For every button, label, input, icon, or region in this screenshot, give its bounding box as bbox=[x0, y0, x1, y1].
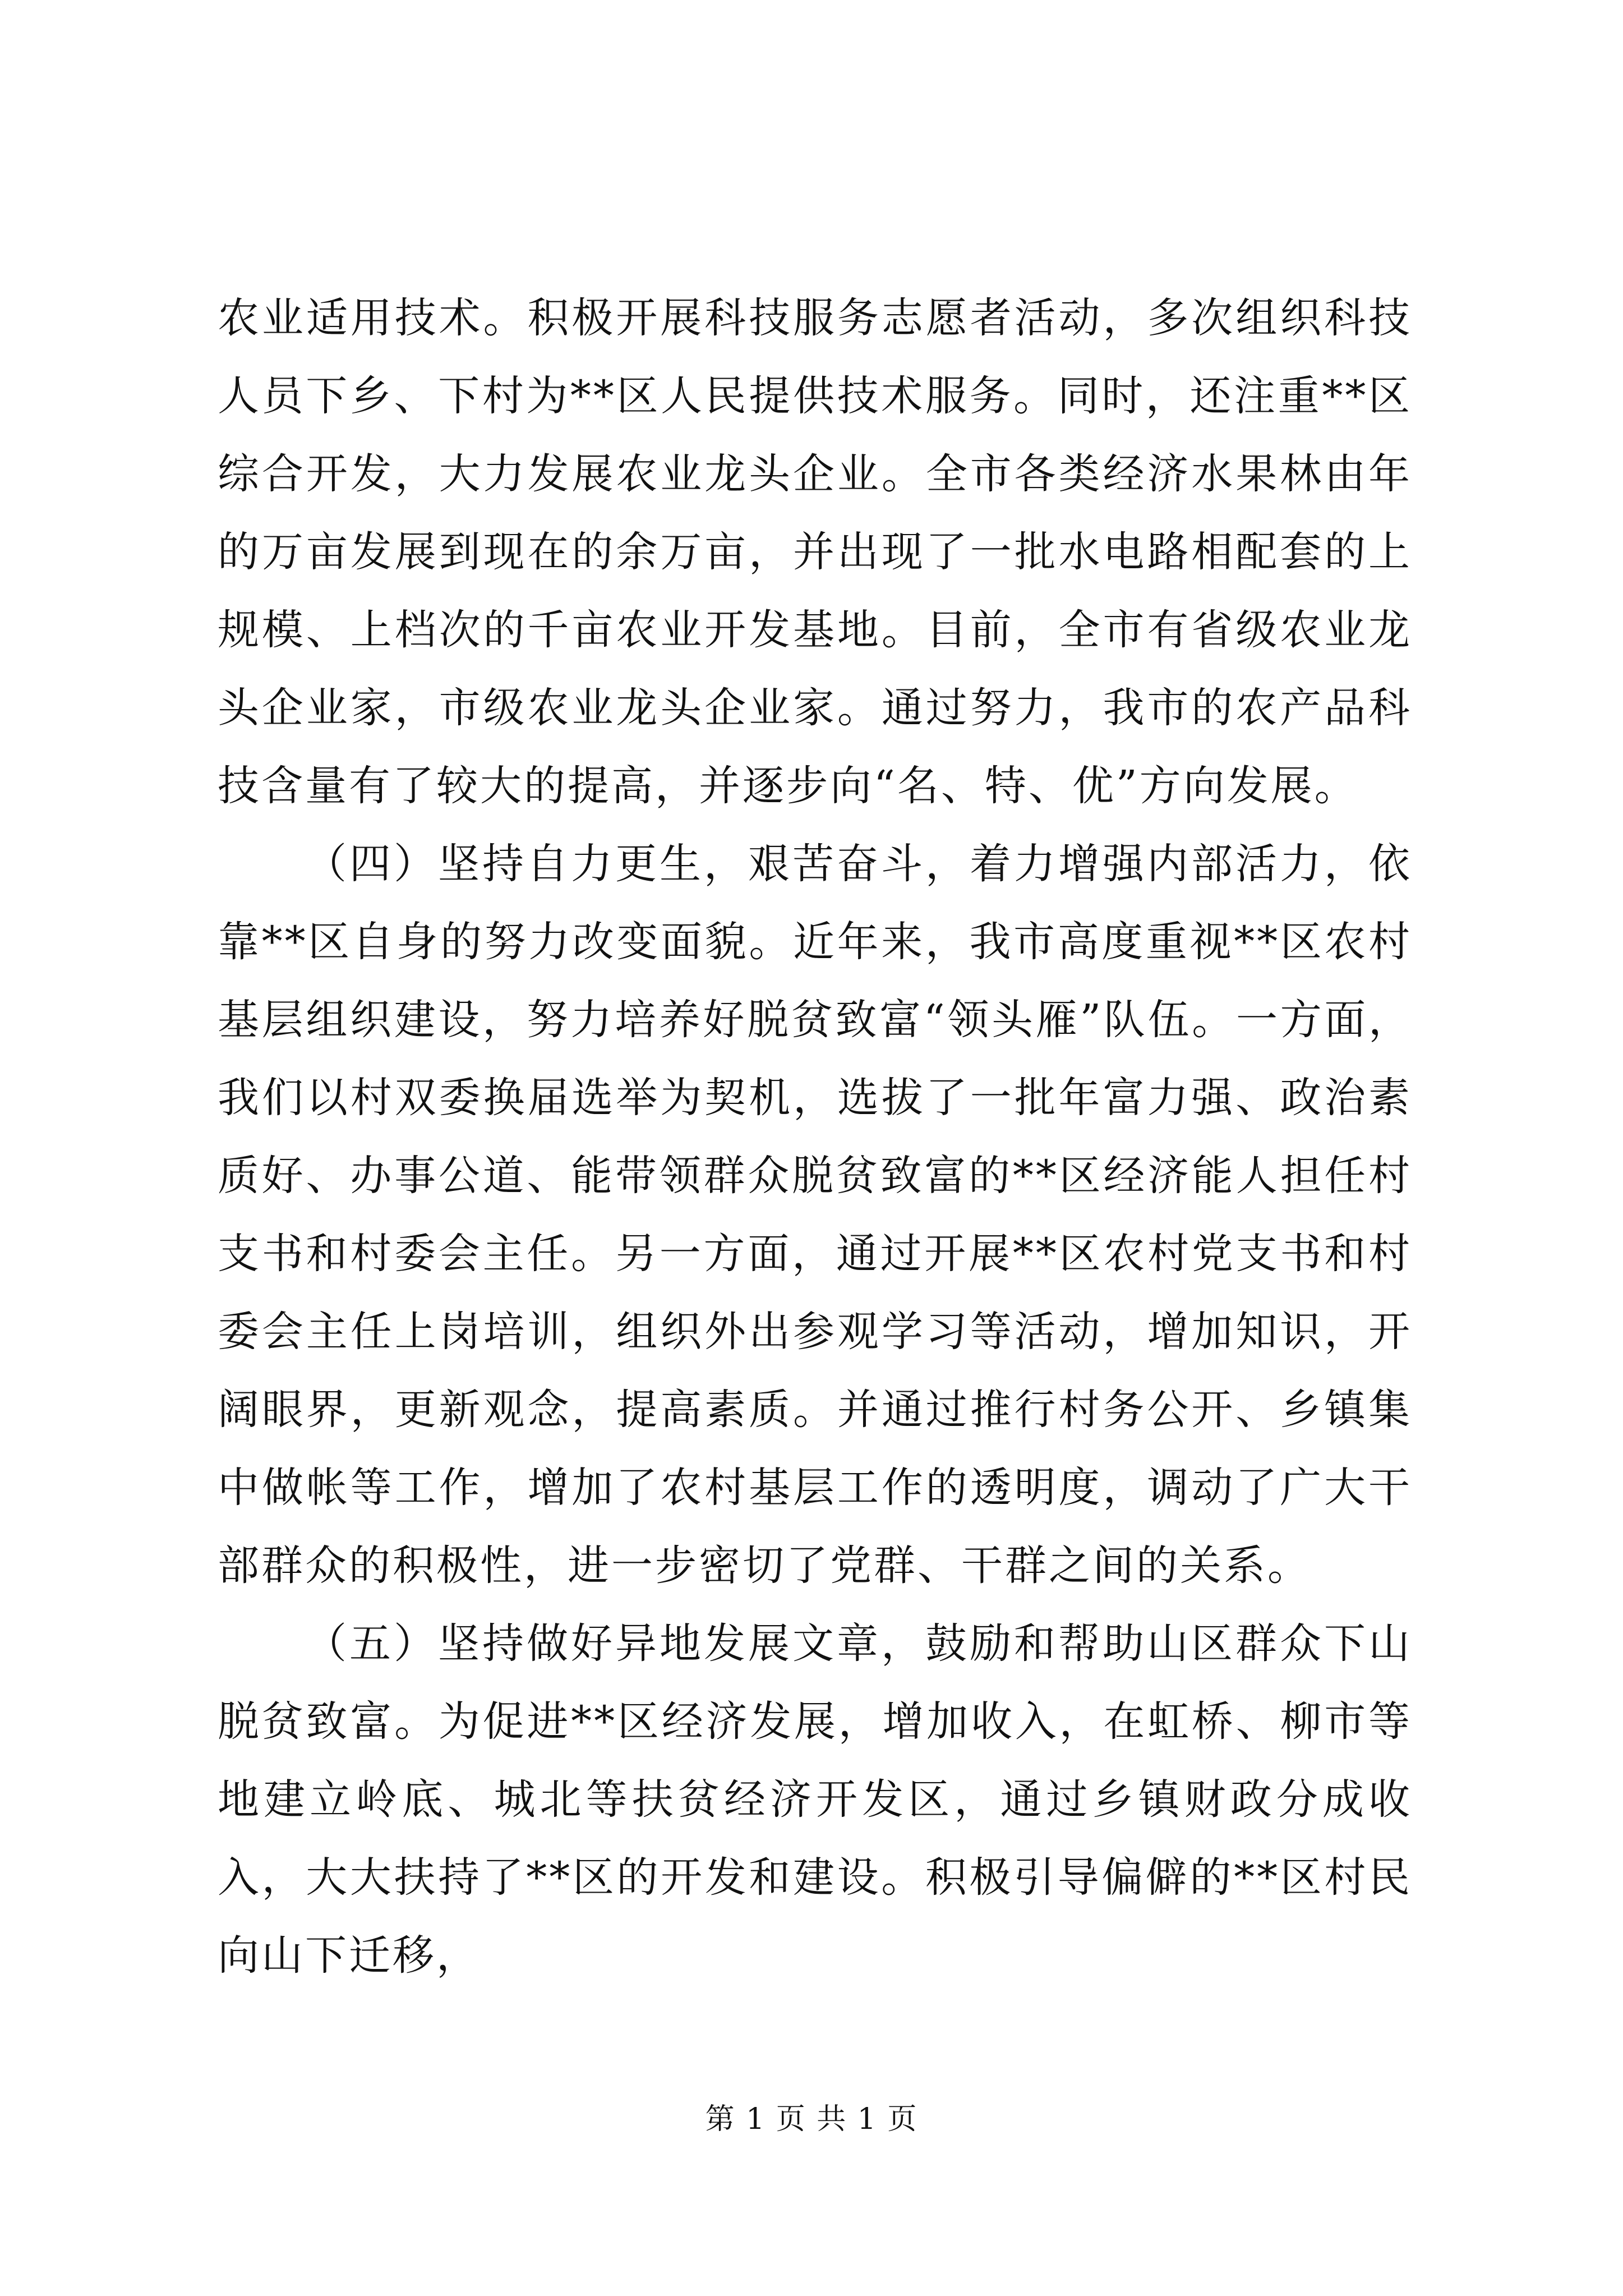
paragraph-section-four: （四）坚持自力更生，艰苦奋斗，着力增强内部活力，依靠**区自身的努力改变面貌。近年来，我市高度重视**区农村基层组织建设，努力培养好脱贫致富“领头雁”队伍。一方面，我们以村双委换届选举为契机，选拔了一批年富力强、政治素质好、办事公道、能带领群众脱贫致富的**区经济能人担任村支书和村委会主任。另一方面，通过开展**区农村党支书和村委会主任上岗培训，组织外出参观学习等活动，增加知识，开阔眼界，更新观念，提高素质。并通过推行村务公开、乡镇集中做帐等工作，增加了农村基层工作的透明度，调动了广大干部群众的积极性，进一步密切了党群、干群之间的关系。 bbox=[218, 840, 1412, 1590]
paragraph-section-five: （五）坚持做好异地发展文章，鼓励和帮助山区群众下山脱贫致富。为促进**区经济发展，增加收入，在虹桥、柳市等地建立岭底、城北等扶贫经济开发区，通过乡镇财政分成收入，大大扶持了**区的开发和建设。积极引导偏僻的**区村民向山下迁移， bbox=[218, 1619, 1412, 1980]
body-text bbox=[218, 279, 1412, 1995]
page-footer: 第 1 页 共 1 页 bbox=[705, 2102, 918, 2136]
paragraph-continuation: 农业适用技术。积极开展科技服务志愿者活动，多次组织科技人员下乡、下村为**区人民提供技术服务。同时，还注重**区综合开发，大力发展农业龙头企业。全市各类经济水果林由年的万亩发展到现在的余万亩，并出现了一批水电路相配套的上规模、上档次的千亩农业开发基地。目前，全市有省级农业龙头企业家，市级农业龙头企业家。通过努力，我市的农产品科技含量有了较大的提高，并逐步向“名、特、优”方向发展。 bbox=[218, 294, 1412, 810]
